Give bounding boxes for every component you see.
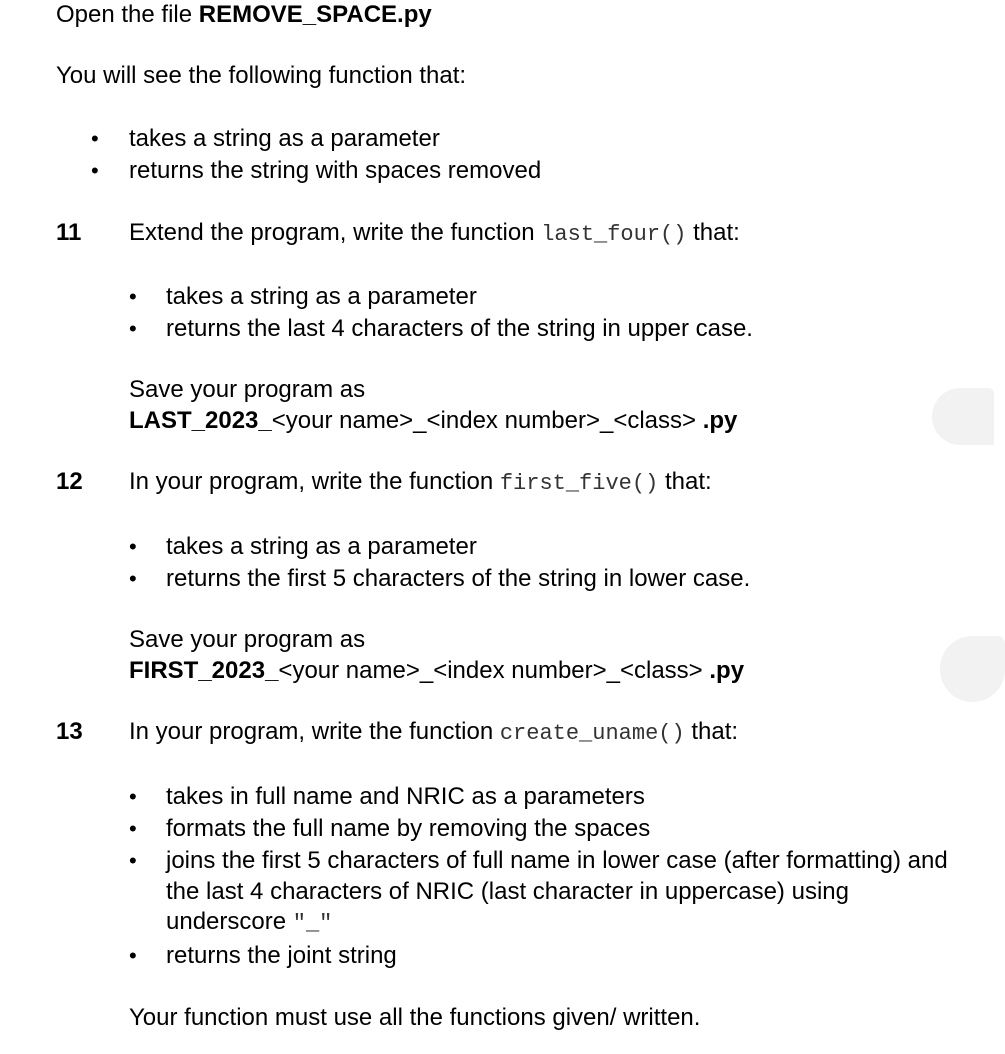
underscore-code: "_" — [292, 911, 333, 936]
intro-bullet: returns the string with spaces removed — [129, 157, 542, 184]
question-text: In your program, write the function first_five() that: — [129, 468, 712, 496]
requirement-bullet: takes in full name and NRIC as a parameters — [166, 783, 645, 810]
function-name: last_four() — [541, 222, 687, 247]
page-edge-shape — [940, 636, 1005, 702]
file-name: REMOVE_SPACE.py — [198, 1, 432, 28]
bullet-icon: • — [129, 943, 137, 968]
requirement-bullet: returns the first 5 characters of the string in lower case. — [166, 565, 751, 592]
function-name: first_five() — [499, 471, 659, 496]
requirement-bullet-continued: underscore "_" — [166, 908, 333, 936]
bullet-icon: • — [129, 284, 137, 309]
requirement-bullet: takes a string as a parameter — [166, 533, 477, 560]
save-label: Save your program as — [129, 626, 366, 653]
requirement-bullet: takes a string as a parameter — [166, 283, 477, 310]
intro-bullet: takes a string as a parameter — [129, 125, 440, 152]
question-text: Extend the program, write the function last_four() that: — [129, 219, 740, 247]
bullet-icon: • — [129, 848, 137, 873]
save-filename: FIRST_2023_<your name>_<index number>_<class> .py — [129, 657, 745, 684]
question-text: In your program, write the function create_uname() that: — [129, 718, 739, 746]
question-number: 13 — [56, 718, 83, 745]
intro-text: You will see the following function that: — [56, 62, 467, 89]
bullet-icon: • — [129, 816, 137, 841]
requirement-bullet: returns the joint string — [166, 942, 397, 969]
function-name: create_uname() — [499, 721, 685, 746]
bullet-icon: • — [91, 126, 99, 151]
question-number: 11 — [56, 219, 82, 246]
question-number: 12 — [56, 468, 83, 495]
bullet-icon: • — [91, 158, 99, 183]
bullet-icon: • — [129, 534, 137, 559]
requirement-bullet: joins the first 5 characters of full name in lower case (after formatting) and — [166, 847, 948, 874]
bullet-icon: • — [129, 784, 137, 809]
requirement-bullet: returns the last 4 characters of the string in upper case. — [166, 315, 753, 342]
requirement-bullet: formats the full name by removing the spaces — [166, 815, 651, 842]
requirement-bullet-continued: the last 4 characters of NRIC (last character in uppercase) using — [166, 878, 849, 905]
open-file-line: Open the file REMOVE_SPACE.py — [56, 1, 432, 28]
bullet-icon: • — [129, 566, 137, 591]
bullet-icon: • — [129, 316, 137, 341]
save-label: Save your program as — [129, 376, 366, 403]
save-filename: LAST_2023_<your name>_<index number>_<class> .py — [129, 407, 738, 434]
page-edge-shape — [932, 388, 994, 445]
footer-note: Your function must use all the functions given/ written. — [129, 1004, 701, 1031]
